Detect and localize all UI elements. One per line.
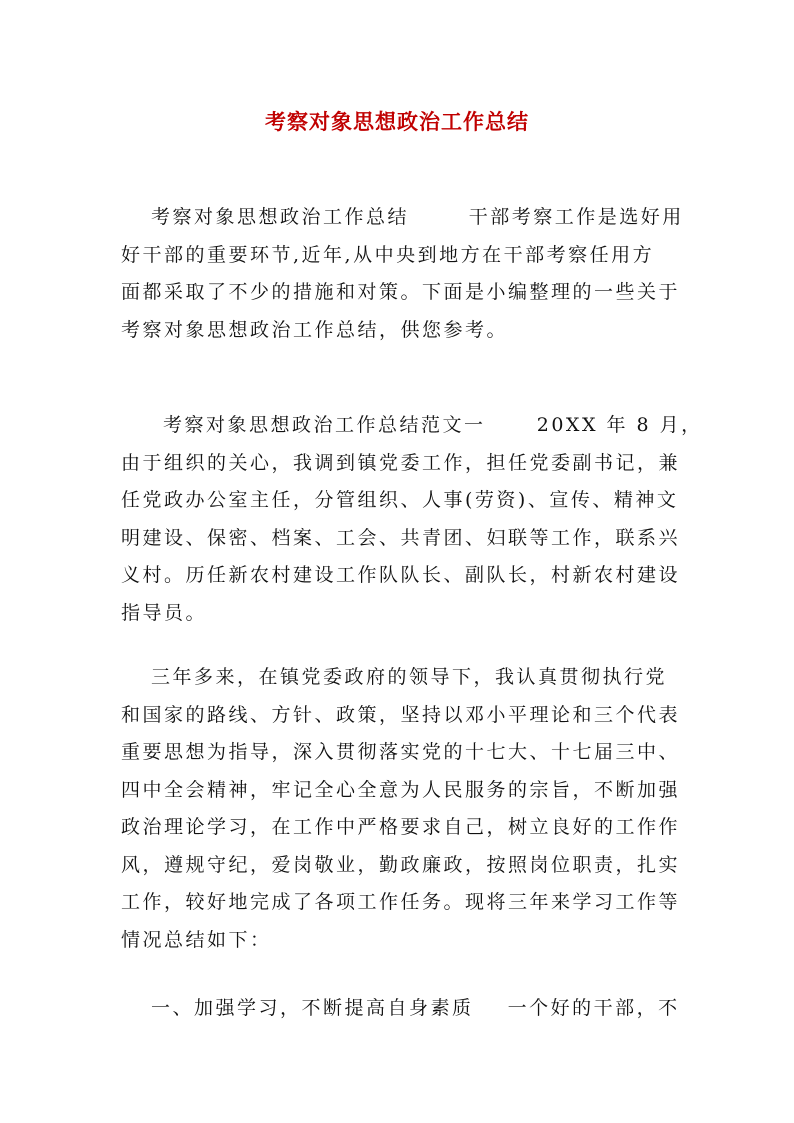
text-line: 政治理论学习，在工作中严格要求自己，树立良好的工作作 <box>121 816 681 838</box>
paragraph-sample-one <box>121 407 703 632</box>
text-line: 情况总结如下： <box>121 928 272 951</box>
text-line: 由于组织的关心，我调到镇党委工作，担任党委副书记，兼 <box>121 451 681 474</box>
text-line: 好干部的重要环节,近年,从中央到地方在干部考察任用方 <box>121 243 655 266</box>
text-line: 三年多来，在镇党委政府的领导下，我认真贯彻执行党 <box>151 666 668 688</box>
paragraph-three-years <box>121 659 681 959</box>
text-line: 四中全会精神，牢记全心全意为人民服务的宗旨，不断加强 <box>121 778 681 801</box>
text-line: 风，遵规守纪，爱岗敬业，勤政廉政，按照岗位职责，扎实 <box>121 853 681 876</box>
paragraph-section-one <box>121 990 681 1028</box>
text-line: 和国家的路线、方针、政策，坚持以邓小平理论和三个代表 <box>121 703 681 726</box>
text-line: 考察对象思想政治工作总结范文一 20XX 年 8 月， <box>163 414 703 436</box>
text-line: 义村。历任新农村建设工作队队长、副队长，村新农村建设 <box>121 564 681 586</box>
text-line: 考察对象思想政治工作总结 干部考察工作是选好用 <box>151 206 684 228</box>
text-line: 一、加强学习，不断提高自身素质 一个好的干部，不 <box>151 997 680 1019</box>
text-line: 考察对象思想政治工作总结，供您参考。 <box>121 318 509 341</box>
text-line: 面都采取了不少的措施和对策。下面是小编整理的一些关于 <box>121 281 681 303</box>
text-line: 重要思想为指导，深入贯彻落实党的十七大、十七届三中、 <box>121 741 681 763</box>
text-line: 任党政办公室主任，分管组织、人事(劳资)、宣传、精神文 <box>121 489 679 511</box>
document-title: 考察对象思想政治工作总结 <box>265 109 529 134</box>
text-line: 明建设、保密、档案、工会、共青团、妇联等工作，联系兴 <box>121 526 681 549</box>
text-line: 指导员。 <box>121 601 208 624</box>
paragraph-intro <box>121 199 684 349</box>
text-line: 工作，较好地完成了各项工作任务。现将三年来学习工作等 <box>121 891 681 913</box>
